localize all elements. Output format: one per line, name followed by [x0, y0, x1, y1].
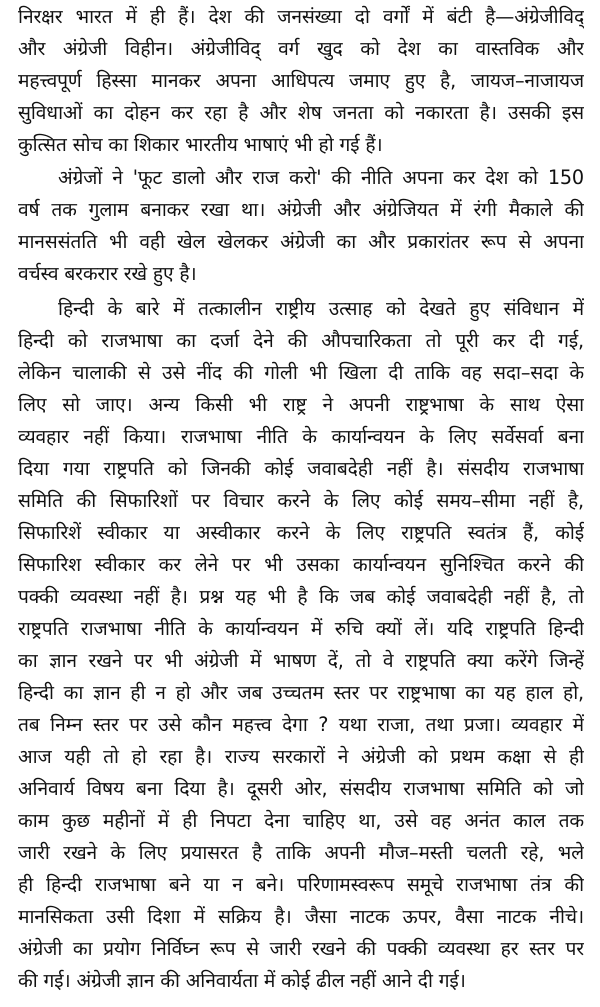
text-line: हिन्दी का ज्ञान ही न हो और जब उच्चतम स्तर पर राष्ट्रभाषा का यह हाल हो, [18, 681, 584, 704]
text-line: निरक्षर भारत में ही हैं। देश की जनसंख्या दो वर्गों में बंटी है—अंग्रेजीविद् [18, 5, 584, 28]
text-line: हिन्दी को राजभाषा का दर्जा देने की औपचारिकता तो पूरी कर दी गई, [18, 329, 584, 352]
text-line: आज यही तो हो रहा है। राज्य सरकारों ने अंग्रेजी को प्रथम कक्षा से ही [18, 745, 584, 768]
text-line: महत्त्वपूर्ण हिस्सा मानकर अपना आधिपत्य जमाए हुए है, जायज–नाजायज [18, 69, 584, 92]
text-line: अनिवार्य विषय बना दिया है। दूसरी ओर, संसदीय राजभाषा समिति को जो [18, 777, 584, 800]
text-line: मानसिकता उसी दिशा में सक्रिय है। जैसा नाटक ऊपर, वैसा नाटक नीचे। [18, 905, 584, 928]
text-line: का ज्ञान रखने पर भी अंग्रेजी में भाषण दें, तो वे राष्ट्रपति क्या करेंगे जिन्हें [18, 649, 584, 672]
text-line: वर्ष तक गुलाम बनाकर रखा था। अंग्रेजी और अंग्रेजियत में रंगी मैकाले की [18, 198, 584, 221]
text-line: अंग्रेजों ने 'फूट डालो और राज करो' की नीति अपना कर देश को 150 [58, 166, 584, 189]
text-line: मानससंतति भी वही खेल खेलकर अंग्रेजी का और प्रकारांतर रूप से अपना [18, 230, 584, 253]
text-line: जारी रखने के लिए प्रयासरत है ताकि अपनी मौज–मस्ती चलती रहे, भले [18, 841, 584, 864]
text-line: सिफारिश स्वीकार कर लेने पर भी उसका कार्यान्वयन सुनिश्चित करने की [18, 553, 584, 576]
text-line: और अंग्रेजी विहीन। अंग्रेजीविद् वर्ग खुद को देश का वास्तविक और [18, 37, 584, 60]
text-line: तब निम्न स्तर पर उसे कौन महत्त्व देगा ? यथा राजा, तथा प्रजा। व्यवहार में [18, 713, 584, 736]
text-line: सिफारिशें स्वीकार या अस्वीकार करने के लिए राष्ट्रपति स्वतंत्र हैं, कोई [18, 521, 584, 544]
text-line: पक्की व्यवस्था नहीं है। प्रश्न यह भी है कि जब कोई जवाबदेही नहीं है, तो [18, 585, 584, 608]
text-line: ही हिन्दी राजभाषा बने या न बने। परिणामस्वरूप समूचे राजभाषा तंत्र की [18, 873, 584, 896]
text-line: की गई। अंग्रेजी ज्ञान की अनिवार्यता में कोई ढील नहीं आने दी गई। [18, 969, 466, 992]
text-line: अंग्रेजी का प्रयोग निर्विघ्न रूप से जारी रखने की पक्की व्यवस्था हर स्तर पर [18, 937, 584, 960]
text-line: दिया गया राष्ट्रपति को जिनकी कोई जवाबदेही नहीं है। संसदीय राजभाषा [18, 457, 584, 480]
text-line: सुविधाओं का दोहन कर रहा है और शेष जनता को नकारता है। उसकी इस [18, 101, 584, 124]
text-line: हिन्दी के बारे में तत्कालीन राष्ट्रीय उत्साह को देखते हुए संविधान में [58, 297, 584, 320]
text-line: राष्ट्रपति राजभाषा नीति के कार्यान्वयन में रुचि क्यों लें। यदि राष्ट्रपति हिन्दी [18, 617, 584, 640]
text-line: काम कुछ महीनों में ही निपटा देना चाहिए था, उसे वह अनंत काल तक [18, 809, 584, 832]
text-line: समिति की सिफारिशों पर विचार करने के लिए कोई समय–सीमा नहीं है, [18, 489, 584, 512]
text-line: वर्चस्व बरकरार रखे हुए है। [18, 262, 197, 285]
text-line: व्यवहार नहीं किया। राजभाषा नीति के कार्यान्वयन के लिए सर्वेसर्वा बना [18, 425, 584, 448]
text-line: लिए सो जाए। अन्य किसी भी राष्ट्र ने अपनी राष्ट्रभाषा के साथ ऐसा [18, 393, 584, 416]
text-line: कुत्सित सोच का शिकार भारतीय भाषाएं भी हो गई हैं। [18, 133, 383, 156]
text-line: लेकिन चालाकी से उसे नींद की गोली भी खिला दी ताकि वह सदा–सदा के [18, 361, 584, 384]
